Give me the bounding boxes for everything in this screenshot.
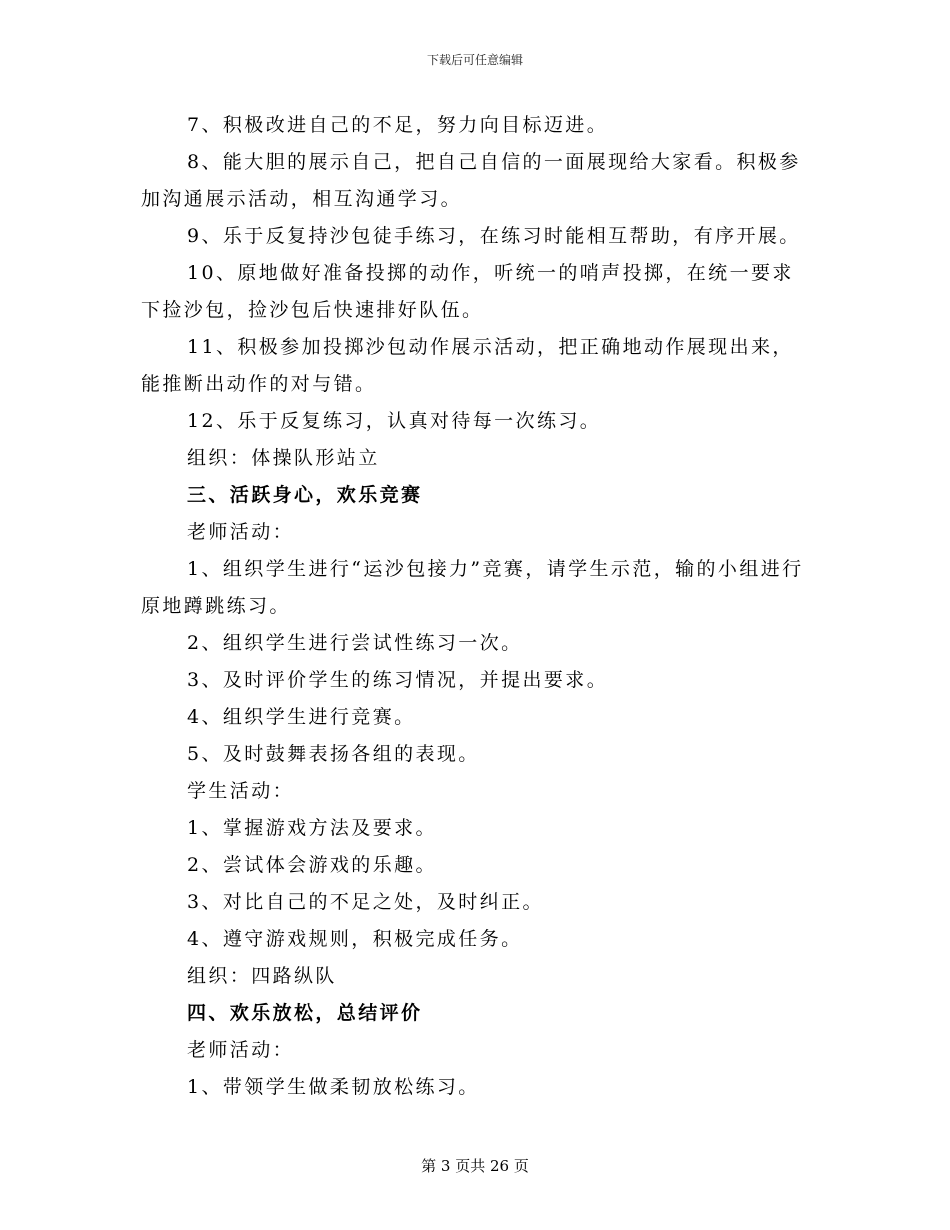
teacher-activity-item-1: 1、带领学生做柔韧放松练习。 <box>187 1076 480 1098</box>
teacher-activity-item-2: 2、组织学生进行尝试性练习一次。 <box>187 632 523 654</box>
teacher-activity-item-5: 5、及时鼓舞表扬各组的表现。 <box>187 743 480 765</box>
student-activity-item-4: 4、遵守游戏规则，积极完成任务。 <box>187 928 523 950</box>
teacher-activity-label: 老师活动： <box>187 521 295 543</box>
teacher-activity-item-3: 3、及时评价学生的练习情况，并提出要求。 <box>187 669 609 691</box>
section-heading-3: 三、活跃身心，欢乐竞赛 <box>187 484 423 506</box>
student-activity-item-2: 2、尝试体会游戏的乐趣。 <box>187 854 437 876</box>
paragraph-item-7: 7、积极改进自己的不足，努力向目标迈进。 <box>187 114 609 136</box>
teacher-activity-item-4: 4、组织学生进行竞赛。 <box>187 706 416 728</box>
student-activity-item-1: 1、掌握游戏方法及要求。 <box>187 817 437 839</box>
organization-note: 组织：四路纵队 <box>187 965 337 987</box>
teacher-activity-label: 老师活动： <box>187 1039 295 1061</box>
organization-note: 组织：体操队形站立 <box>187 447 380 469</box>
paragraph-item-11: 11、积极参加投掷沙包动作展示活动，把正确地动作展现出来，能推断出动作的对与错。 <box>141 336 794 395</box>
student-activity-item-3: 3、对比自己的不足之处，及时纠正。 <box>187 891 544 913</box>
paragraph-item-8: 8、能大胆的展示自己，把自己自信的一面展现给大家看。积极参加沟通展示活动，相互沟通学习。 <box>141 151 801 210</box>
page-footer: 第 3 页共 26 页 <box>421 1157 529 1175</box>
teacher-activity-item-1: 1、组织学生进行“运沙包接力”竞赛，请学生示范，输的小组进行原地蹲跳练习。 <box>141 558 804 617</box>
document-body <box>141 107 809 1106</box>
section-heading-4: 四、欢乐放松，总结评价 <box>187 1002 423 1024</box>
paragraph-item-10: 10、原地做好准备投掷的动作，听统一的哨声投掷，在统一要求下捡沙包，捡沙包后快速排好队伍。 <box>141 262 794 321</box>
student-activity-label: 学生活动： <box>187 780 295 802</box>
paragraph-item-12: 12、乐于反复练习，认真对待每一次练习。 <box>187 410 602 432</box>
paragraph-item-9: 9、乐于反复持沙包徒手练习，在练习时能相互帮助，有序开展。 <box>187 225 801 247</box>
page-header: 下载后可任意编辑 <box>426 53 523 67</box>
